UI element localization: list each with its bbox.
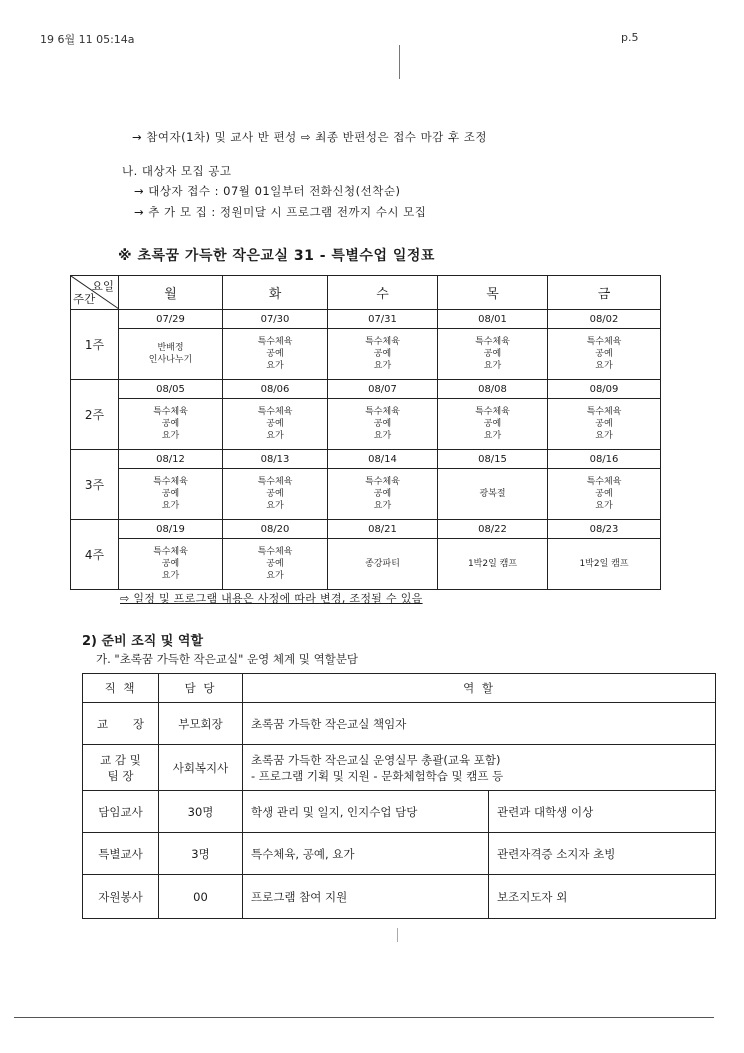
roles-header-row: [83, 674, 716, 703]
date-cell-fri: 08/16: [548, 450, 661, 469]
schedule-activity-row: [71, 399, 661, 450]
activity-item: 특수체육: [257, 337, 293, 347]
activity-item: 특수체육: [257, 407, 293, 417]
activity-item: 1박2일 캠프: [579, 559, 629, 569]
activity-cell-fri: [548, 539, 661, 590]
scan-artifact-line: [397, 928, 398, 942]
activity-item: 공예: [266, 419, 284, 429]
activity-cell-tue: [223, 399, 328, 450]
schedule-activity-row: [71, 539, 661, 590]
date-cell-thu: 08/22: [438, 520, 548, 539]
staff-cell: 부모회장: [159, 703, 243, 745]
roles-row: [83, 833, 716, 875]
date-cell-thu: 08/08: [438, 380, 548, 399]
activity-item: 요가: [373, 361, 392, 371]
day-header-thu: 목: [438, 276, 548, 310]
position-cell: [83, 745, 159, 791]
activity-cell-tue: [223, 469, 328, 520]
schedule-activity-row: [71, 469, 661, 520]
activity-item: 특수체육: [475, 337, 510, 347]
corner-label-day: 요일: [91, 279, 114, 293]
schedule-corner-cell: [71, 276, 119, 310]
activity-item: 반배정: [157, 343, 184, 353]
activity-item: 공예: [595, 489, 613, 499]
role-cell: [243, 833, 489, 875]
roles-row: [83, 703, 716, 745]
intro-line-class-assignment: → 참여자(1차) 및 교사 반 편성 ⇨ 최종 반편성은 접수 마감 후 조정: [132, 130, 487, 144]
activity-cell-wed: [328, 399, 438, 450]
activity-item: 공예: [161, 559, 180, 569]
week-label: 1주: [71, 310, 119, 380]
position-char: 장: [132, 716, 144, 731]
date-cell-wed: 07/31: [328, 310, 438, 329]
date-cell-wed: 08/07: [328, 380, 438, 399]
activity-cell-thu: [438, 399, 548, 450]
activity-item: 요가: [595, 431, 613, 441]
fax-timestamp: 19 6월 11 05:14a: [40, 33, 135, 46]
position-cell: [83, 833, 159, 875]
activity-item: 공예: [595, 419, 613, 429]
qualification-cell: 보조지도자 외: [489, 875, 716, 919]
roles-table: [82, 673, 716, 919]
position-char: 교: [97, 716, 109, 731]
day-header-tue: 화: [223, 276, 328, 310]
position-cell: [83, 875, 159, 919]
scan-artifact-line: [399, 45, 400, 79]
activity-cell-mon: [119, 329, 223, 380]
activity-item: 공예: [595, 349, 613, 359]
position-label: 특별교사: [98, 846, 143, 861]
schedule-activity-row: [71, 329, 661, 380]
day-header-fri: 금: [548, 276, 661, 310]
day-header-wed: 수: [328, 276, 438, 310]
activity-item: 요가: [266, 501, 284, 511]
intro-line-additional-recruit: → 추 가 모 집 : 정원미달 시 프로그램 전까지 수시 모집: [134, 205, 427, 219]
section2-title: 2) 준비 조직 및 역할: [82, 634, 203, 649]
corner-label-week: 주간: [73, 292, 96, 306]
staff-cell: 3명: [159, 833, 243, 875]
roles-header-staff: 담 당: [159, 674, 243, 703]
activity-item: 공예: [373, 489, 392, 499]
schedule-date-row: [71, 380, 661, 399]
role-line: 초록꿈 가득한 작은교실 책임자: [251, 716, 407, 731]
activity-cell-mon: [119, 399, 223, 450]
activity-item: 공예: [161, 419, 180, 429]
activity-item: 요가: [161, 501, 180, 511]
activity-item: 특수체육: [586, 407, 622, 417]
role-line: 학생 관리 및 일지, 인지수업 담당: [251, 804, 418, 819]
role-line: 초록꿈 가득한 작은교실 운영실무 총괄(교육 포함): [251, 752, 501, 767]
schedule-date-row: [71, 310, 661, 329]
activity-item: 특수체육: [257, 477, 293, 487]
activity-item: 공예: [483, 349, 502, 359]
date-cell-fri: 08/23: [548, 520, 661, 539]
activity-item: 특수체육: [475, 407, 510, 417]
role-cell: [243, 745, 716, 791]
date-cell-thu: 08/01: [438, 310, 548, 329]
roles-header-position: 직 책: [83, 674, 159, 703]
activity-item: 공예: [373, 419, 392, 429]
week-label: 3주: [71, 450, 119, 520]
activity-cell-mon: [119, 539, 223, 590]
schedule-table: [70, 275, 661, 590]
schedule-date-row: [71, 450, 661, 469]
activity-item: 요가: [161, 431, 180, 441]
activity-item: 공예: [373, 349, 392, 359]
week-label: 4주: [71, 520, 119, 590]
activity-cell-tue: [223, 539, 328, 590]
activity-item: 요가: [373, 501, 392, 511]
page-number: p.5: [621, 31, 639, 44]
position-cell: [83, 703, 159, 745]
section2-subtitle: 가. "초록꿈 가득한 작은교실" 운영 체계 및 역할분담: [96, 652, 359, 666]
activity-item: 요가: [373, 431, 392, 441]
week-label: 2주: [71, 380, 119, 450]
date-cell-mon: 08/12: [119, 450, 223, 469]
staff-cell: 사회복지사: [159, 745, 243, 791]
role-cell: [243, 703, 716, 745]
schedule-title: ※ 초록꿈 가득한 작은교실 31 - 특별수업 일정표: [118, 248, 435, 264]
date-cell-wed: 08/14: [328, 450, 438, 469]
activity-cell-fri: [548, 329, 661, 380]
roles-header-role: 역 할: [243, 674, 716, 703]
activity-cell-thu: [438, 539, 548, 590]
activity-cell-wed: [328, 469, 438, 520]
date-cell-wed: 08/21: [328, 520, 438, 539]
roles-row: [83, 791, 716, 833]
activity-item: 특수체육: [153, 477, 188, 487]
role-cell: [243, 791, 489, 833]
activity-item: 요가: [266, 431, 284, 441]
day-header-mon: 월: [119, 276, 223, 310]
roles-row: [83, 875, 716, 919]
activity-item: 특수체육: [586, 337, 622, 347]
activity-item: 1박2일 캠프: [467, 559, 518, 569]
activity-cell-fri: [548, 469, 661, 520]
position-label: [83, 716, 158, 732]
activity-item: 요가: [483, 431, 502, 441]
activity-item: 요가: [161, 571, 180, 581]
staff-cell: 30명: [159, 791, 243, 833]
date-cell-fri: 08/02: [548, 310, 661, 329]
staff-cell: 00: [159, 875, 243, 919]
activity-item: 공예: [483, 419, 502, 429]
date-cell-thu: 08/15: [438, 450, 548, 469]
activity-item: 요가: [595, 361, 613, 371]
position-label: 자원봉사: [98, 889, 143, 904]
activity-item: 공예: [266, 489, 284, 499]
activity-item: 특수체육: [586, 477, 622, 487]
date-cell-mon: 08/19: [119, 520, 223, 539]
role-line: - 프로그램 기획 및 지원 - 문화체험학습 및 캠프 등: [251, 768, 504, 783]
position-label: 담임교사: [98, 804, 143, 819]
intro-line-application: → 대상자 접수 : 07월 01일부터 전화신청(선착순): [134, 184, 401, 198]
activity-item: 공예: [161, 489, 180, 499]
activity-item: 특수체육: [153, 407, 188, 417]
position-label: 팀 장: [107, 768, 134, 783]
activity-cell-mon: [119, 469, 223, 520]
role-line: 프로그램 참여 지원: [251, 889, 348, 904]
section-na-heading: 나. 대상자 모집 공고: [122, 164, 232, 178]
activity-cell-thu: [438, 469, 548, 520]
activity-cell-thu: [438, 329, 548, 380]
schedule-date-row: [71, 520, 661, 539]
roles-row: [83, 745, 716, 791]
role-line: 특수체육, 공예, 요가: [251, 846, 355, 861]
qualification-cell: 관련과 대학생 이상: [489, 791, 716, 833]
activity-item: 특수체육: [365, 407, 400, 417]
activity-item: 인사나누기: [148, 355, 193, 365]
activity-item: 요가: [266, 361, 284, 371]
role-cell: [243, 875, 489, 919]
activity-item: 광복절: [479, 489, 506, 499]
date-cell-fri: 08/09: [548, 380, 661, 399]
position-cell: [83, 791, 159, 833]
activity-item: 특수체육: [365, 337, 400, 347]
schedule-header-row: [71, 276, 661, 310]
activity-item: 특수체육: [365, 477, 400, 487]
activity-cell-wed: [328, 539, 438, 590]
date-cell-tue: 08/20: [223, 520, 328, 539]
date-cell-tue: 08/13: [223, 450, 328, 469]
date-cell-tue: 08/06: [223, 380, 328, 399]
activity-item: 공예: [266, 349, 284, 359]
activity-item: 특수체육: [153, 547, 188, 557]
activity-item: 요가: [595, 501, 613, 511]
schedule-note: ⇨ 일정 및 프로그램 내용은 사정에 따라 변경, 조정될 수 있음: [120, 592, 423, 605]
activity-item: 공예: [266, 559, 284, 569]
activity-item: 요가: [483, 361, 502, 371]
activity-item: 종강파티: [365, 559, 400, 569]
activity-item: 특수체육: [257, 547, 293, 557]
position-label: 교 감 및: [100, 752, 141, 767]
activity-cell-tue: [223, 329, 328, 380]
date-cell-mon: 07/29: [119, 310, 223, 329]
footer-rule: [14, 1017, 714, 1018]
date-cell-tue: 07/30: [223, 310, 328, 329]
date-cell-mon: 08/05: [119, 380, 223, 399]
qualification-cell: 관련자격증 소지자 초빙: [489, 833, 716, 875]
activity-cell-wed: [328, 329, 438, 380]
activity-cell-fri: [548, 399, 661, 450]
activity-item: 요가: [266, 571, 284, 581]
